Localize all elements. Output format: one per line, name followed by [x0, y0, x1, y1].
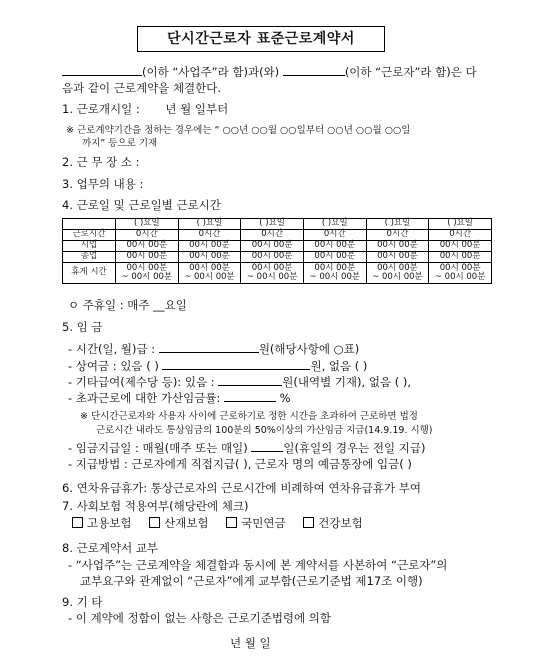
intro-employer-text: (이하 “사업주”라 함)과(와)	[142, 65, 280, 79]
corner-cell	[63, 219, 116, 230]
break-start: 00시 00분	[189, 262, 230, 273]
section-8-line-1: - “사업주”는 근로계약을 체결함과 동시에 본 계약서를 사본하여 “근로자”의	[68, 558, 448, 572]
section-1-note-1: ※ 근로계약기간을 정하는 경우에는 “ ○○년 ○○월 ○○일부터 ○○년 ○○월 ○○일	[66, 125, 411, 136]
start-date-label: 1. 근로개시일 :	[62, 102, 140, 116]
break-cell	[429, 263, 492, 284]
section-5-title: 5. 임 금	[62, 320, 103, 334]
break-cell	[303, 263, 366, 284]
row-label-hours: 근로시간	[63, 230, 116, 241]
checkbox-icon[interactable]	[226, 517, 237, 528]
section-9-line-1: - 이 계약에 정함이 없는 사항은 근로기준법령에 의함	[68, 611, 332, 625]
other-pay-line	[68, 374, 411, 389]
table-row	[63, 230, 492, 241]
row-label-break: 휴게 시간	[63, 263, 116, 284]
intro-line-2: 음과 같이 근로계약을 체결한다.	[62, 81, 222, 95]
break-end: ~ 00시 00분	[434, 272, 486, 282]
end-time-cell: 00시 00분	[241, 252, 304, 263]
bonus-suffix: 원, 없음 ( )	[310, 359, 368, 373]
wage-note-2: 근로시간 내라도 통상임금의 100분의 50%이상의 가산임금 지급(14.9.19. 시행)	[96, 425, 433, 436]
intro-employee-text: (이하 “근로자”라 함)은 다	[344, 65, 477, 79]
break-end: ~ 00시 00분	[372, 272, 423, 282]
checkbox-icon[interactable]	[72, 517, 83, 528]
checkbox-icon[interactable]	[149, 517, 160, 528]
row-label-start: 시업	[63, 241, 116, 252]
end-time-cell: 00시 00분	[366, 252, 429, 263]
break-end: ~ 00시 00분	[309, 272, 361, 282]
section-6-annual-leave: 6. 연차유급휴가: 통상근로자의 근로시간에 비례하여 연차유급휴가 부여	[62, 481, 421, 495]
break-end: ~ 00시 00분	[121, 272, 173, 282]
start-time-cell: 00시 00분	[303, 241, 366, 252]
section-1-note-2: 까지” 등으로 기재	[82, 138, 158, 149]
start-time-cell: 00시 00분	[116, 241, 179, 252]
section-1	[62, 102, 228, 116]
wage-hourly-suffix: 원(해당사항에 ○표)	[258, 342, 360, 356]
break-start: 00시 00분	[439, 262, 481, 273]
day-header: ( )요일	[366, 219, 429, 230]
section-8-line-2: 교부요구와 관계없이 “근로자”에게 교부함(근로기준법 제17조 이행)	[80, 574, 423, 588]
break-end: ~ 00시 00분	[246, 272, 298, 282]
table-row	[63, 252, 492, 263]
employer-blank[interactable]	[62, 64, 142, 76]
other-pay-label: - 기타급여(제수당 등): 있음 :	[68, 375, 215, 389]
insurance-label: 건강보험	[318, 516, 363, 530]
day-header: ( )요일	[178, 219, 241, 230]
insurance-option-pension[interactable]	[226, 516, 285, 530]
intro-line-1	[62, 64, 477, 79]
insurance-option-accident[interactable]	[149, 516, 208, 530]
insurance-label: 국민연금	[241, 516, 286, 530]
break-end: ~ 00시 00분	[184, 272, 235, 282]
insurance-label: 고용보험	[87, 516, 132, 530]
employee-blank[interactable]	[283, 64, 345, 76]
hours-cell: 0시간	[303, 230, 366, 241]
day-header: ( )요일	[303, 219, 366, 230]
work-schedule-table	[62, 218, 492, 284]
break-cell	[241, 263, 304, 284]
break-start: 00시 00분	[126, 262, 168, 273]
start-time-cell: 00시 00분	[366, 241, 429, 252]
break-start: 00시 00분	[251, 262, 293, 273]
other-pay-suffix: 원(내역별 기재), 없음 ( ),	[282, 375, 412, 389]
day-header: ( )요일	[116, 219, 179, 230]
break-cell	[366, 263, 429, 284]
insurance-label: 산재보험	[164, 516, 209, 530]
end-time-cell: 00시 00분	[303, 252, 366, 263]
bonus-label: - 상여금 : 있음 ( )	[68, 359, 159, 373]
table-row	[63, 241, 492, 252]
section-4-title: 4. 근로일 및 근로일별 근로시간	[62, 198, 221, 212]
start-time-cell: 00시 00분	[178, 241, 241, 252]
payment-method: - 지급방법 : 근로자에게 직접지급( ), 근로자 명의 예금통장에 입금( )	[68, 457, 412, 471]
insurance-option-employment[interactable]	[72, 516, 131, 530]
contract-date: 년 월 일	[230, 636, 271, 650]
other-pay-blank[interactable]	[218, 374, 282, 386]
weekly-holiday: ㅇ 주휴일 : 매주 __요일	[68, 298, 187, 312]
payday-line	[68, 440, 426, 455]
table-row	[63, 219, 492, 230]
day-header: ( )요일	[429, 219, 492, 230]
wage-hourly-label: - 시간(일, 월)급 :	[68, 342, 156, 356]
payday-suffix: 일(휴일의 경우는 전일 지급)	[283, 441, 426, 455]
checkbox-icon[interactable]	[303, 517, 314, 528]
end-time-cell: 00시 00분	[116, 252, 179, 263]
wage-hourly-line	[68, 341, 359, 356]
overtime-rate-suffix: %	[279, 391, 291, 405]
start-time-cell: 00시 00분	[429, 241, 492, 252]
table-row	[63, 263, 492, 284]
section-9-title: 9. 기 타	[62, 595, 103, 609]
hours-cell: 0시간	[178, 230, 241, 241]
payday-label: - 임금지급일 : 매월(매주 또는 매일)	[68, 441, 248, 455]
hours-cell: 0시간	[429, 230, 492, 241]
overtime-rate-label: - 초과근로에 대한 가산임금률:	[68, 391, 221, 405]
payday-blank[interactable]	[251, 440, 283, 452]
section-7-title: 7. 사회보험 적용여부(해당란에 체크)	[62, 499, 249, 513]
section-3-duties: 3. 업무의 내용 :	[62, 177, 144, 191]
break-cell	[116, 263, 179, 284]
section-2-workplace: 2. 근 무 장 소 :	[62, 155, 140, 169]
overtime-rate-line	[68, 390, 291, 405]
day-header: ( )요일	[241, 219, 304, 230]
end-time-cell: 00시 00분	[429, 252, 492, 263]
break-start: 00시 00분	[377, 262, 418, 273]
insurance-option-health[interactable]	[303, 516, 362, 530]
hours-cell: 0시간	[241, 230, 304, 241]
bonus-amount-blank[interactable]	[162, 358, 310, 370]
start-date-value: 년 월 일부터	[165, 102, 229, 116]
break-start: 00시 00분	[314, 262, 356, 273]
insurance-checklist	[72, 516, 363, 530]
document-title: 단시간근로자 표준근로계약서	[137, 26, 385, 52]
break-cell	[178, 263, 241, 284]
hours-cell: 0시간	[116, 230, 179, 241]
row-label-end: 종업	[63, 252, 116, 263]
bonus-line	[68, 358, 367, 373]
wage-note-1: ※ 단시간근로자와 사용자 사이에 근로하기로 정한 시간을 초과하여 근로하면 법정	[80, 411, 418, 422]
hours-cell: 0시간	[366, 230, 429, 241]
wage-amount-blank[interactable]	[159, 341, 259, 353]
start-time-cell: 00시 00분	[241, 241, 304, 252]
end-time-cell: 00시 00분	[178, 252, 241, 263]
overtime-rate-blank[interactable]	[224, 390, 276, 402]
section-8-title: 8. 근로계약서 교부	[62, 541, 159, 555]
